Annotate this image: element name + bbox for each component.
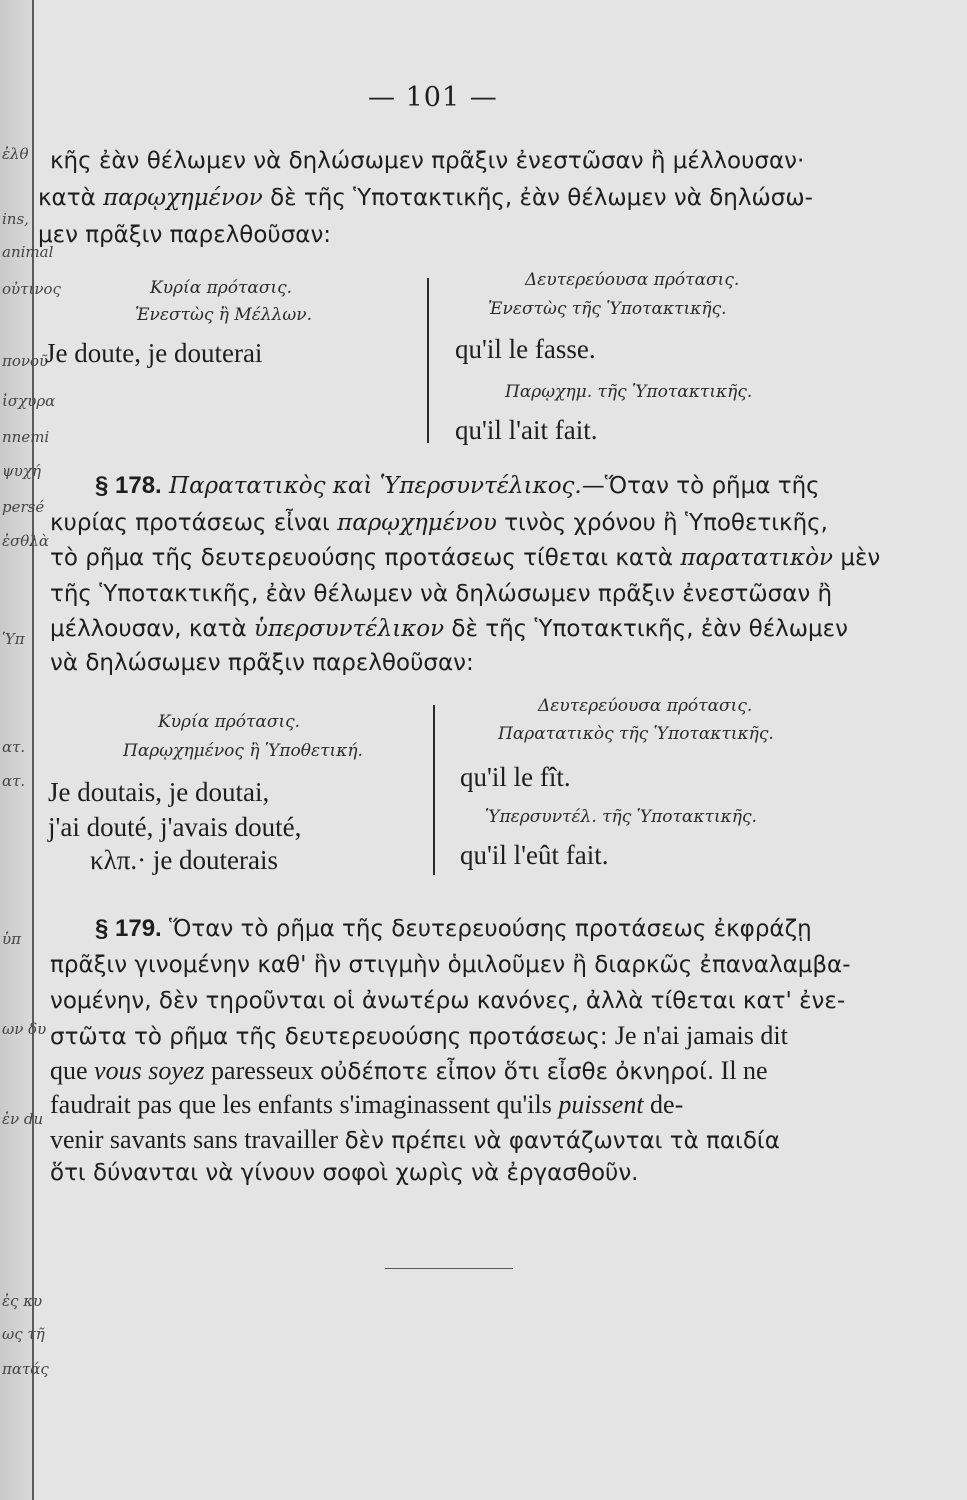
french-text: venir savants sans travailler: [50, 1125, 345, 1154]
margin-fragment: animal: [2, 243, 54, 261]
french-text: faudrait pas que les enfants s'imaginassent qu'ils: [50, 1090, 559, 1119]
margin-fragment: Ὑπ: [2, 630, 25, 648]
intro-line: μεν πρᾶξιν παρελθοῦσαν:: [38, 222, 332, 248]
section-179-line: [50, 1090, 683, 1120]
section-179-line: ὅτι δύνανται νὰ γίνουν σοφοὶ χωρὶς νὰ ἐργασθοῦν.: [50, 1160, 639, 1186]
italic-term: παρῳχημένου: [337, 510, 497, 536]
french-text: de-: [643, 1090, 684, 1119]
margin-fragment: πονοῦ: [2, 352, 49, 370]
main-clause-label: Κυρία πρότασις.: [158, 712, 301, 732]
text-run: δὲ τῆς Ὑποτακτικῆς, ἐὰν θέλωμεν: [444, 616, 848, 642]
subordinate-clause-label: Δευτερεύουσα πρότασις.: [538, 696, 753, 716]
margin-fragment: οὐτινος: [2, 280, 61, 298]
margin-fragment: πατάς: [2, 1360, 49, 1378]
tense-label: Ἐνεστὼς τῆς Ὑποτακτικῆς.: [488, 299, 727, 319]
section-178-line: [50, 545, 880, 571]
section-179-heading: [95, 915, 812, 943]
text-run: οὐδέποτε εἶπον ὅτι εἶσθε ὀκνηροί.: [320, 1059, 715, 1085]
tense-label: Παρατατικὸς τῆς Ὑποτακτικῆς.: [498, 724, 774, 744]
margin-fragment: ἐς κυ: [2, 1292, 43, 1310]
section-178-line: τῆς Ὑποτακτικῆς, ἐὰν θέλωμεν νὰ δηλώσωμεν πρᾶξιν ἐνεστῶσαν ἢ: [50, 581, 833, 607]
italic-term: παρατατικὸν: [680, 545, 834, 571]
previous-page-edge: [0, 0, 61, 1500]
french-text: Il ne: [714, 1056, 768, 1085]
tense-label: Ἐνεστὼς ἢ Μέλλων.: [135, 305, 313, 325]
text-run: κυρίας προτάσεως εἶναι: [50, 510, 338, 536]
french-example: qu'il le fasse.: [455, 334, 596, 364]
french-example: qu'il l'eût fait.: [460, 840, 609, 870]
section-178-heading: [95, 472, 820, 500]
column-divider: [427, 278, 429, 443]
main-clause-label: Κυρία πρότασις.: [150, 278, 293, 298]
text-run: δὲν πρέπει νὰ φαντάζωνται τὰ παιδία: [344, 1128, 780, 1154]
french-example: j'ai douté, j'avais douté,: [48, 812, 302, 842]
section-178-line: [50, 510, 828, 536]
tense-label: Παρῳχημ. τῆς Ὑποτακτικῆς.: [505, 382, 753, 402]
text-run: μέλλουσαν, κατὰ: [50, 616, 254, 642]
margin-fragment: ὑπ: [2, 930, 21, 948]
text-run: τινὸς χρόνου ἢ Ὑποθετικῆς,: [496, 510, 828, 536]
section-178-line: νὰ δηλώσωμεν πρᾶξιν παρελθοῦσαν:: [50, 650, 474, 676]
text-run: μὲν: [833, 545, 881, 571]
margin-fragment: ἐν du: [2, 1110, 44, 1128]
tense-label: Παρῳχημένος ἢ Ὑποθετική.: [123, 741, 363, 761]
intro-line: κῆς ἐὰν θέλωμεν νὰ δηλώσωμεν πρᾶξιν ἐνεστῶσαν ἢ μέλλουσαν·: [50, 148, 805, 174]
margin-fragment: ἐλθ: [2, 145, 29, 163]
section-179-line: [50, 1056, 768, 1086]
margin-fragment: ατ.: [2, 772, 26, 790]
french-example: Je doutais, je doutai,: [48, 777, 270, 807]
margin-fragment: nnemi: [2, 428, 50, 446]
intro-line: [38, 185, 813, 211]
section-178-line: [50, 616, 848, 642]
column-divider: [433, 705, 435, 875]
margin-fragment: ἰσχυρα: [2, 392, 56, 410]
page-number: — 101 —: [368, 82, 498, 113]
french-text: paresseux: [204, 1056, 321, 1085]
section-179-line: πρᾶξιν γινομένην καθ' ἣν στιγμὴν ὁμιλοῦμεν ἢ διαρκῶς ἐπαναλαμβα-: [50, 952, 851, 978]
subordinate-clause-label: Δευτερεύουσα πρότασις.: [525, 270, 740, 290]
margin-fragment: ατ.: [2, 738, 26, 756]
french-text: Je n'ai jamais dit: [614, 1021, 788, 1050]
section-number: § 178.: [95, 472, 162, 499]
section-179-line: [50, 1125, 780, 1155]
text-run: δὲ τῆς Ὑποτακτικῆς, ἐὰν θέλωμεν νὰ δηλώσω-: [262, 185, 813, 211]
section-179-line: νομένην, δὲν τηροῦνται οἱ ἀνωτέρω κανόνες, ἀλλὰ τίθεται κατ' ἐνε-: [50, 988, 846, 1014]
section-number: § 179.: [95, 915, 162, 942]
margin-fragment: ins,: [2, 210, 29, 228]
margin-fragment: persé: [2, 498, 45, 516]
french-example: Je doute, je douterai: [45, 338, 263, 368]
margin-fragment: ψυχή: [2, 462, 41, 480]
text-run: κατὰ: [38, 185, 104, 211]
section-179-line: [50, 1021, 788, 1051]
end-rule: [385, 1268, 513, 1269]
french-text: que: [50, 1056, 95, 1085]
italic-term: ὑπερσυντέλικον: [253, 616, 445, 642]
margin-fragment: ἐσθλὰ: [2, 532, 49, 550]
french-example: qu'il l'ait fait.: [455, 415, 598, 445]
french-example: κλπ.· je douterais: [90, 845, 279, 875]
french-italic: vous soyez: [94, 1056, 205, 1085]
margin-fragment: ως τῆ: [2, 1325, 45, 1343]
french-example: qu'il le fît.: [460, 762, 571, 792]
text-run: τὸ ρῆμα τῆς δευτερευούσης προτάσεως τίθεται κατὰ: [50, 545, 681, 571]
italic-term: παρῳχημένον: [103, 185, 263, 211]
section-title: Παρατατικὸς καὶ Ὑπερσυντέλικος.: [169, 473, 582, 499]
text-run: —Ὅταν τὸ ρῆμα τῆς: [581, 473, 820, 499]
french-italic: puissent: [558, 1090, 644, 1119]
tense-label: Ὑπερσυντέλ. τῆς Ὑποτακτικῆς.: [485, 807, 757, 827]
text-run: στῶτα τὸ ρῆμα τῆς δευτερευούσης προτάσεως:: [50, 1024, 615, 1050]
margin-fragment: ων δυ: [2, 1020, 47, 1038]
text-run: Ὅταν τὸ ρῆμα τῆς δευτερευούσης προτάσεως ἐκφράζῃ: [169, 916, 812, 942]
